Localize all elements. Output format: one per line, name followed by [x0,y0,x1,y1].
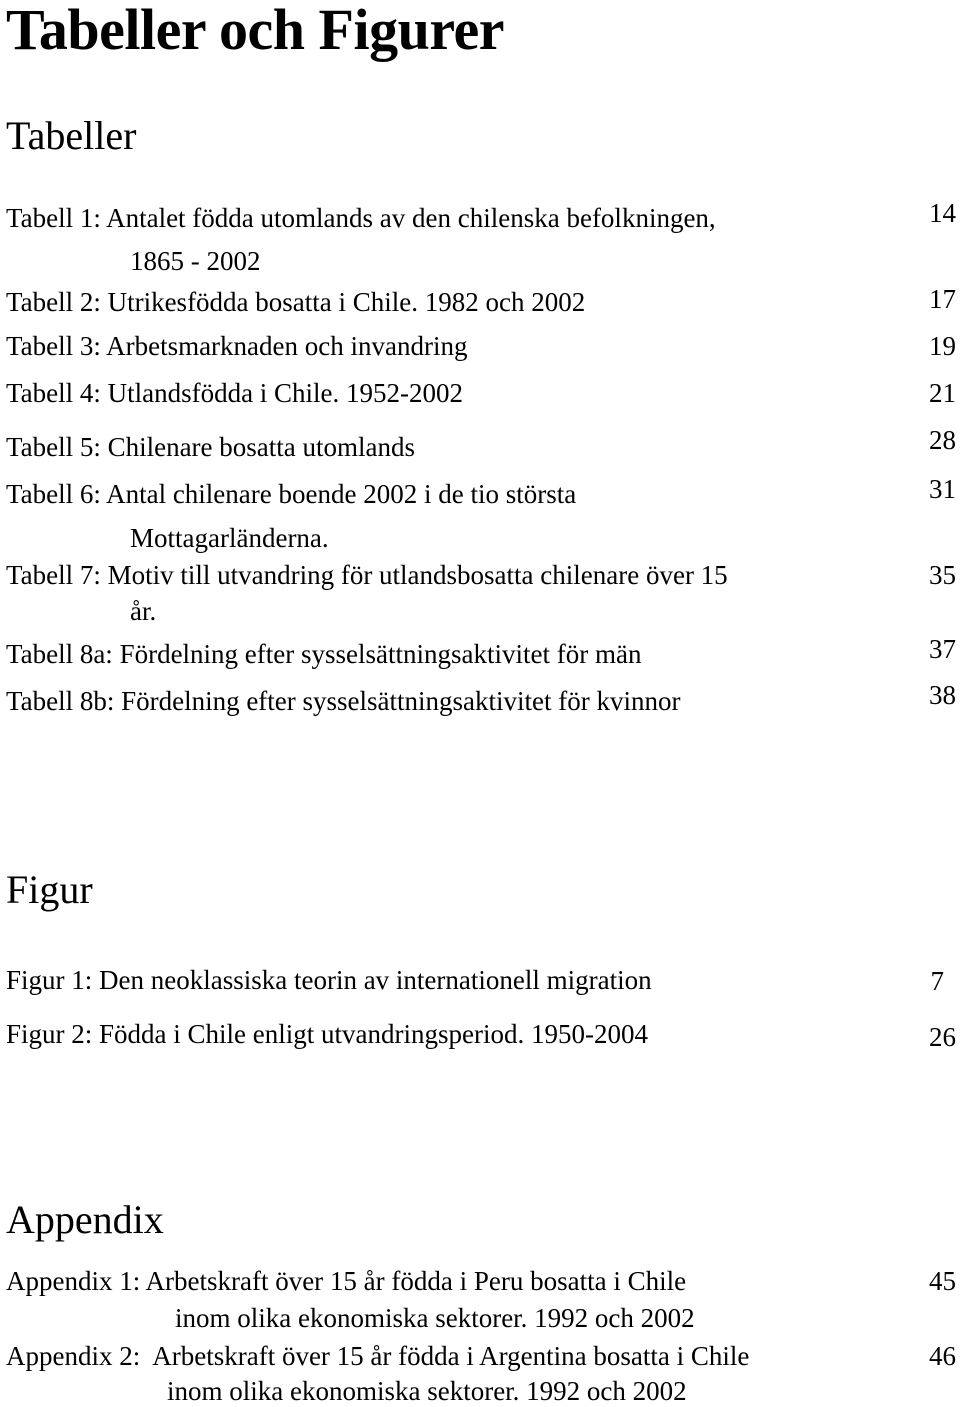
toc-entry-label-continued: 1865 - 2002 [130,246,261,276]
toc-entry-label-continued: inom olika ekonomiska sektorer. 1992 och 2002 [167,1376,687,1406]
section-heading-appendix: Appendix [6,1197,164,1242]
toc-entry-label: Tabell 7: Motiv till utvandring för utlandsbosatta chilenare över 15 [6,560,728,590]
toc-entry-page: 35 [929,560,956,590]
toc-entry-label: Tabell 2: Utrikesfödda bosatta i Chile. 1982 och 2002 [6,287,586,317]
toc-entry-page: 7 [930,966,944,996]
toc-entry-page: 45 [929,1266,956,1296]
toc-entry-label: Tabell 6: Antal chilenare boende 2002 i de tio största [6,479,577,509]
toc-entry-page: 28 [929,425,956,455]
toc-entry-label-continued: år. [130,596,157,626]
toc-entry-page: 21 [929,378,956,408]
toc-entry-page: 14 [929,198,956,228]
toc-entry-label-continued: Mottagarländerna. [130,523,329,553]
toc-entry-label-continued: inom olika ekonomiska sektorer. 1992 och 2002 [175,1303,695,1333]
section-heading-tabeller: Tabeller [6,113,137,158]
toc-entry-label: Appendix 1: Arbetskraft över 15 år födda i Peru bosatta i Chile [6,1266,687,1296]
toc-entry-page: 17 [929,284,956,314]
toc-entry-label: Figur 1: Den neoklassiska teorin av internationell migration [6,965,652,995]
page-title: Tabeller och Figurer [6,0,505,62]
toc-entry-page: 31 [929,474,956,504]
toc-entry-label: Tabell 8b: Fördelning efter sysselsättningsaktivitet för kvinnor [6,686,681,716]
section-heading-figur: Figur [6,867,93,912]
toc-entry-label: Appendix 2: Arbetskraft över 15 år födda i Argentina bosatta i Chile [6,1341,750,1371]
toc-entry-label: Tabell 1: Antalet födda utomlands av den chilenska befolkningen, [6,203,716,233]
toc-entry-label: Tabell 8a: Fördelning efter sysselsättningsaktivitet för män [6,639,642,669]
toc-entry-page: 19 [929,331,956,361]
toc-entry-label: Tabell 4: Utlandsfödda i Chile. 1952-2002 [6,378,464,408]
toc-entry-label: Tabell 3: Arbetsmarknaden och invandring [6,331,468,361]
toc-entry-page: 38 [929,680,956,710]
toc-entry-label: Tabell 5: Chilenare bosatta utomlands [6,432,416,462]
toc-entry-page: 37 [929,634,956,664]
toc-entry-page: 26 [929,1022,956,1052]
toc-entry-page: 46 [929,1341,956,1371]
toc-entry-label: Figur 2: Födda i Chile enligt utvandringsperiod. 1950-2004 [6,1019,648,1049]
